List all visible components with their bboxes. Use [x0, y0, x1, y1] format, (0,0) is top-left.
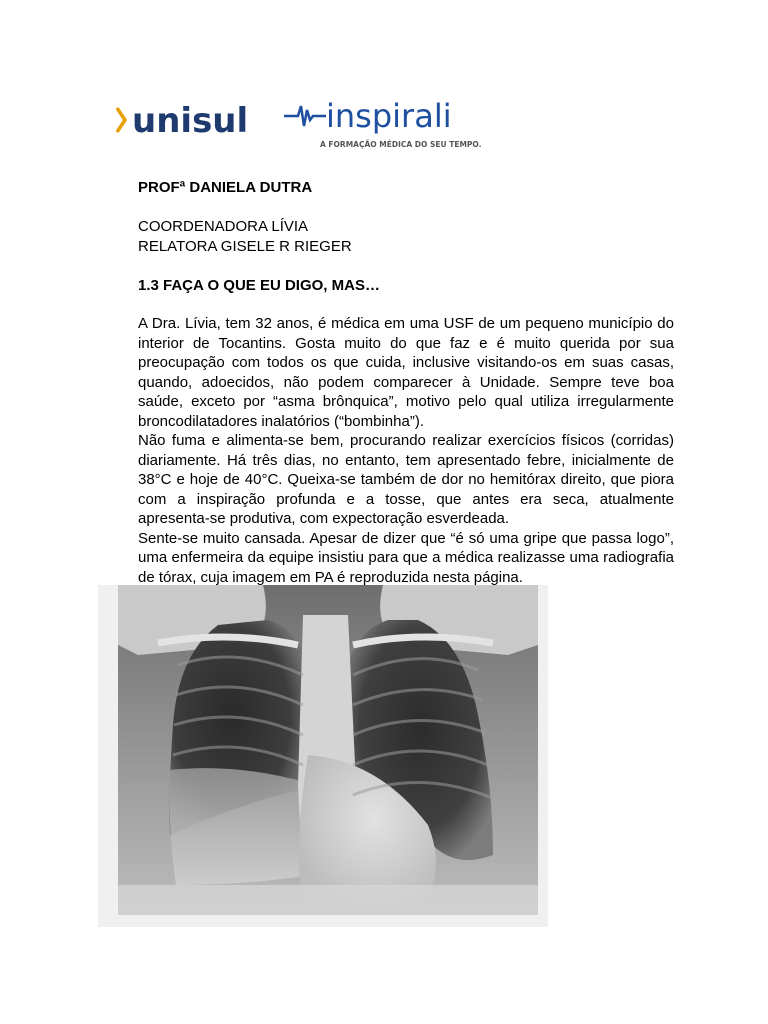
chest-xray-image [98, 585, 548, 927]
inspirali-logo [284, 97, 482, 149]
inspirali-tagline: A FORMAÇÃO MÉDICA DO SEU TEMPO. [320, 140, 482, 149]
inspirali-wordmark: inspirali [326, 97, 452, 135]
inspirali-wave-icon [284, 106, 326, 126]
case-description [138, 314, 674, 587]
reporter-name: RELATORA GISELE R RIEGER [138, 237, 352, 255]
lung-consolidation [170, 768, 310, 885]
header-logos [112, 92, 532, 162]
unisul-logo [117, 101, 248, 141]
professor-name: PROFª DANIELA DUTRA [138, 179, 313, 196]
staff-block [138, 217, 674, 256]
unisul-wordmark: unisul [132, 101, 249, 141]
paragraph-1: A Dra. Lívia, tem 32 anos, é médica em uma USF de um pequeno município do interior de Tocantins. Gosta muito do que faz e é muito querida por sua preocupação com todos os que cuida, inclusive visitando-os em suas casas, quando, adoecidos, não podem comparecer à Unidade. Sempre teve boa saúde, exceto por “asma brônquica”, motivo pelo qual utiliza irregularmente broncodilatadores inalatórios (“bombinha”). [138, 315, 674, 430]
unisul-chevron-icon [117, 108, 125, 132]
section-title: 1.3 FAÇA O QUE EU DIGO, MAS… [138, 277, 380, 294]
paragraph-3: Sente-se muito cansada. Apesar de dizer que “é só uma gripe que passa logo”, uma enfermeira da equipe insistiu para que a médica realizasse uma radiografia de tórax, cuja imagem em PA é reproduzida nesta página. [138, 529, 674, 586]
paragraph-2: Não fuma e alimenta-se bem, procurando realizar exercícios físicos (corridas) diariamente. Há três dias, no entanto, tem apresentado febre, inicialmente de 38°C e hoje de 40°C. Queixa-se também de dor no hemitórax direito, que piora com a inspiração profunda e a tosse, que antes era seca, atualmente apresenta-se produtiva, com expectoração esverdeada. [138, 432, 674, 527]
coordinator-name: COORDENADORA LÍVIA [138, 218, 309, 235]
